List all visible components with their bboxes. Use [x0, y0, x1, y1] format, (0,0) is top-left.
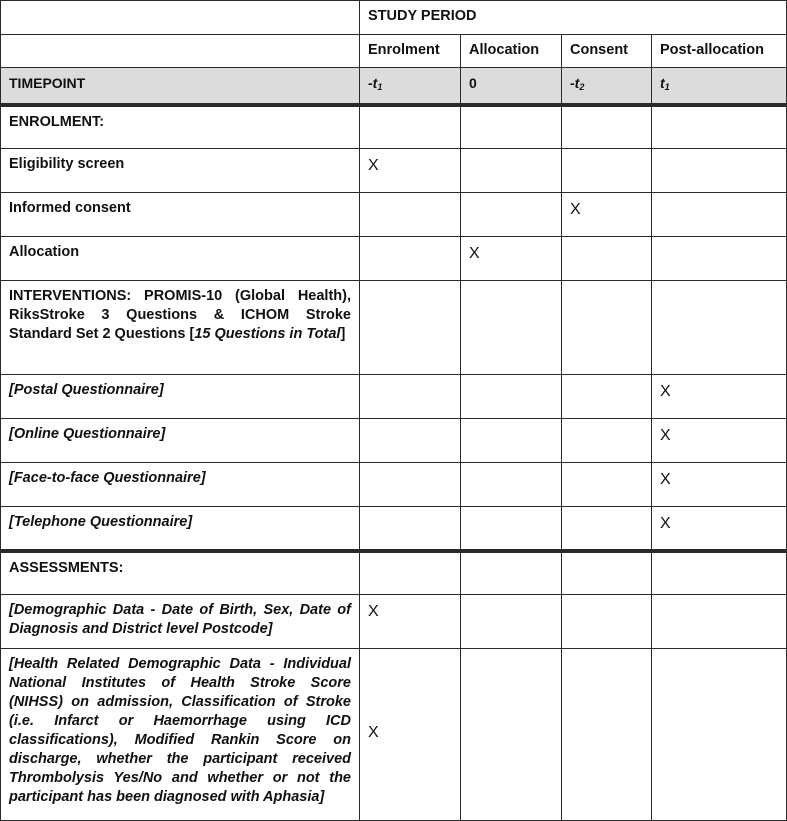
row-label: Allocation — [1, 237, 360, 281]
row-label: [Face-to-face Questionnaire] — [1, 463, 360, 507]
blank-header-cell — [1, 35, 360, 68]
empty-cell — [562, 105, 652, 149]
mark-cell — [562, 507, 652, 551]
col-header-consent: Consent — [562, 35, 652, 68]
mark-cell: X — [652, 507, 787, 551]
mark-cell — [360, 507, 461, 551]
mark-cell — [461, 463, 562, 507]
mark-cell — [461, 193, 562, 237]
interventions-heading-row — [1, 281, 787, 375]
mark-cell: X — [652, 463, 787, 507]
row-label: [Online Questionnaire] — [1, 419, 360, 463]
study-period-header: STUDY PERIOD — [360, 1, 787, 35]
empty-cell — [360, 105, 461, 149]
empty-cell — [461, 551, 562, 595]
mark-cell — [461, 149, 562, 193]
mark-cell — [562, 595, 652, 649]
mark-cell: X — [360, 649, 461, 821]
mark-cell — [360, 375, 461, 419]
table-row — [1, 463, 787, 507]
assessments-heading: ASSESSMENTS: — [1, 551, 360, 595]
study-period-row — [1, 1, 787, 35]
mark-cell — [461, 419, 562, 463]
corner-cell — [1, 1, 360, 35]
mark-cell: X — [461, 237, 562, 281]
timepoint-enrolment: $-t_1$ — [360, 68, 461, 105]
mark-cell — [562, 375, 652, 419]
mark-cell: X — [652, 419, 787, 463]
mark-cell — [360, 193, 461, 237]
mark-cell — [360, 419, 461, 463]
empty-cell — [562, 281, 652, 375]
mark-cell: X — [360, 595, 461, 649]
mark-cell — [652, 149, 787, 193]
empty-cell — [360, 281, 461, 375]
table-row — [1, 595, 787, 649]
mark-cell — [562, 419, 652, 463]
table-row — [1, 193, 787, 237]
col-header-enrolment: Enrolment — [360, 35, 461, 68]
table-row — [1, 375, 787, 419]
table-row — [1, 507, 787, 551]
column-header-row — [1, 35, 787, 68]
mark-cell — [461, 595, 562, 649]
empty-cell — [461, 281, 562, 375]
mark-cell — [461, 507, 562, 551]
row-label: Eligibility screen — [1, 149, 360, 193]
enrolment-heading-row — [1, 105, 787, 149]
timepoint-allocation: 0 — [461, 68, 562, 105]
mark-cell — [562, 237, 652, 281]
mark-cell: X — [652, 375, 787, 419]
col-header-post-allocation: Post-allocation — [652, 35, 787, 68]
row-label: [Postal Questionnaire] — [1, 375, 360, 419]
table-row — [1, 649, 787, 821]
mark-cell — [562, 149, 652, 193]
mark-cell — [652, 595, 787, 649]
table-row — [1, 237, 787, 281]
empty-cell — [562, 551, 652, 595]
timepoint-consent: $-t_2$ — [562, 68, 652, 105]
mark-cell — [562, 649, 652, 821]
assessments-heading-row — [1, 551, 787, 595]
timepoint-post-allocation: $t_1$ — [652, 68, 787, 105]
row-label: [Telephone Questionnaire] — [1, 507, 360, 551]
mark-cell — [652, 649, 787, 821]
empty-cell — [652, 551, 787, 595]
table-row — [1, 419, 787, 463]
row-label: Informed consent — [1, 193, 360, 237]
empty-cell — [360, 551, 461, 595]
mark-cell — [360, 463, 461, 507]
mark-cell — [562, 463, 652, 507]
timepoint-label: TIMEPOINT — [1, 68, 360, 105]
mark-cell — [652, 237, 787, 281]
mark-cell — [360, 237, 461, 281]
col-header-allocation: Allocation — [461, 35, 562, 68]
empty-cell — [652, 105, 787, 149]
mark-cell: X — [360, 149, 461, 193]
row-label: [Health Related Demographic Data - Individual National Institutes of Health Stroke Score (NIHSS) on admission, Classification of Stroke (i.e. Infarct or Haemorrhage using ICD classifications), Modified Rankin Score on discharge, whether the participant received Thrombolysis Yes/No and whether or not the participant has been diagnosed with Aphasia] — [1, 649, 360, 821]
mark-cell — [652, 193, 787, 237]
table-row — [1, 149, 787, 193]
mark-cell: X — [562, 193, 652, 237]
interventions-heading: INTERVENTIONS: PROMIS-10 (Global Health), RiksStroke 3 Questions & ICHOM Stroke Standard Set 2 Questions [15 Questions in Total] — [1, 281, 360, 375]
mark-cell — [461, 375, 562, 419]
empty-cell — [652, 281, 787, 375]
empty-cell — [461, 105, 562, 149]
timepoint-row — [1, 68, 787, 105]
enrolment-heading: ENROLMENT: — [1, 105, 360, 149]
row-label: [Demographic Data - Date of Birth, Sex, Date of Diagnosis and District level Postcode] — [1, 595, 360, 649]
mark-cell — [461, 649, 562, 821]
